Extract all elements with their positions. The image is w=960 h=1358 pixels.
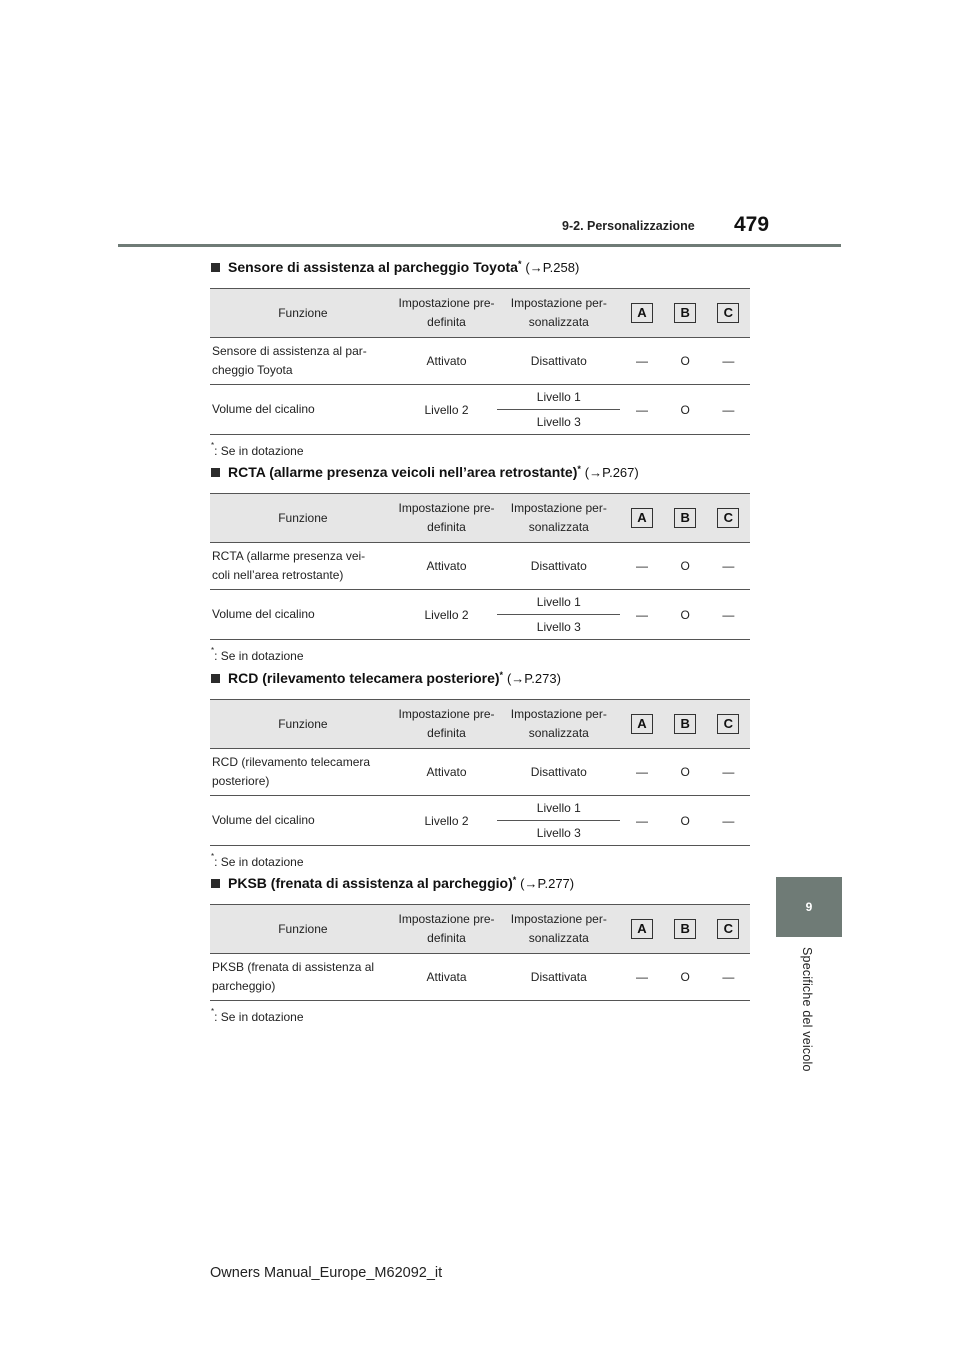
header-default-text: Impostazione pre- definita	[398, 296, 495, 329]
section-toyota-parking-sensor	[210, 256, 750, 458]
letter-c-icon: C	[717, 508, 739, 528]
footnote	[211, 854, 750, 869]
cell-b: O	[664, 543, 707, 590]
cell-a: —	[620, 385, 663, 435]
page-number: 479	[734, 213, 770, 236]
title-text: RCD (rilevamento telecamera posteriore)	[228, 670, 500, 686]
table-row	[210, 796, 750, 821]
header-b	[664, 905, 707, 954]
cell-default: Attivato	[396, 543, 498, 590]
header-function: Funzione	[210, 494, 396, 543]
footnote-star: *	[517, 259, 522, 269]
header-default-text: Impostazione pre- definita	[398, 501, 495, 534]
cell-custom: Livello 1	[497, 385, 620, 410]
header-a	[620, 494, 663, 543]
cell-c: —	[707, 543, 750, 590]
header-default-text: Impostazione pre- definita	[398, 707, 495, 740]
header-custom	[497, 289, 620, 338]
table-header-row	[210, 905, 750, 954]
header-custom	[497, 700, 620, 749]
footnote-mark: *	[211, 441, 215, 450]
footnote-text: : Se in dotazione	[214, 1010, 304, 1024]
cell-default: Livello 2	[396, 796, 498, 846]
cell-custom: Livello 1	[497, 590, 620, 615]
header-rule	[118, 244, 841, 247]
footnote	[211, 648, 750, 663]
header-c	[707, 905, 750, 954]
header-a	[620, 905, 663, 954]
letter-a-icon: A	[631, 303, 653, 323]
cell-custom: Livello 3	[497, 410, 620, 435]
chapter-tab: 9	[776, 877, 842, 937]
header-default	[396, 700, 498, 749]
letter-b-icon: B	[674, 714, 696, 734]
cell-b: O	[664, 954, 707, 1001]
section-title	[211, 461, 750, 483]
header-default	[396, 905, 498, 954]
settings-table	[210, 288, 750, 435]
header-default	[396, 494, 498, 543]
settings-table	[210, 904, 750, 1001]
table-row	[210, 590, 750, 615]
header-b	[664, 289, 707, 338]
cell-a: —	[620, 954, 663, 1001]
table-row	[210, 385, 750, 410]
table-header-row	[210, 494, 750, 543]
header-function: Funzione	[210, 289, 396, 338]
page-ref: (→P.258)	[525, 259, 580, 275]
cell-custom: Livello 1	[497, 796, 620, 821]
cell-a: —	[620, 796, 663, 846]
cell-a: —	[620, 338, 663, 385]
letter-c-icon: C	[717, 714, 739, 734]
title-text: PKSB (frenata di assistenza al parcheggio)	[228, 875, 513, 891]
footnote-star: *	[512, 875, 517, 885]
cell-c: —	[707, 796, 750, 846]
footnote	[211, 1009, 750, 1024]
section-title	[211, 667, 750, 689]
cell-a: —	[620, 590, 663, 640]
square-bullet-icon	[211, 674, 220, 683]
header-a	[620, 289, 663, 338]
letter-a-icon: A	[631, 919, 653, 939]
settings-table	[210, 493, 750, 640]
table-row	[210, 543, 750, 590]
header-b	[664, 700, 707, 749]
letter-c-icon: C	[717, 919, 739, 939]
table-header-row	[210, 700, 750, 749]
cell-function: RCTA (allarme presenza vei- coli nell’area retrostante)	[210, 543, 396, 590]
letter-b-icon: B	[674, 508, 696, 528]
chapter-label: Specifiche del veicolo	[800, 947, 814, 1072]
header-custom-text: Impostazione per- sonalizzata	[510, 707, 607, 740]
cell-a: —	[620, 749, 663, 796]
cell-default: Attivata	[396, 954, 498, 1001]
header-function: Funzione	[210, 905, 396, 954]
footnote-mark: *	[211, 646, 215, 655]
page-ref: (→P.267)	[584, 464, 639, 480]
letter-a-icon: A	[631, 508, 653, 528]
header-a	[620, 700, 663, 749]
cell-function: RCD (rilevamento telecamera posteriore)	[210, 749, 396, 796]
footnote-text: : Se in dotazione	[214, 444, 304, 458]
cell-custom: Livello 3	[497, 821, 620, 846]
cell-custom: Disattivato	[497, 749, 620, 796]
cell-b: O	[664, 749, 707, 796]
footnote-mark: *	[211, 852, 215, 861]
header-b	[664, 494, 707, 543]
cell-b: O	[664, 590, 707, 640]
cell-custom: Disattivato	[497, 338, 620, 385]
table-row	[210, 749, 750, 796]
footnote	[211, 443, 750, 458]
section-pksb	[210, 872, 750, 1024]
header-function: Funzione	[210, 700, 396, 749]
cell-b: O	[664, 796, 707, 846]
letter-a-icon: A	[631, 714, 653, 734]
square-bullet-icon	[211, 263, 220, 272]
header-custom	[497, 905, 620, 954]
header-default-text: Impostazione pre- definita	[398, 912, 495, 945]
cell-c: —	[707, 954, 750, 1001]
section-title	[211, 256, 750, 278]
cell-c: —	[707, 338, 750, 385]
cell-default: Livello 2	[396, 385, 498, 435]
header-c	[707, 289, 750, 338]
table-header-row	[210, 289, 750, 338]
page-ref: (→P.273)	[506, 670, 561, 686]
cell-function: Volume del cicalino	[210, 796, 396, 846]
cell-default: Attivato	[396, 338, 498, 385]
cell-c: —	[707, 749, 750, 796]
section-heading: 9-2. Personalizzazione	[562, 219, 695, 233]
square-bullet-icon	[211, 879, 220, 888]
table-row	[210, 954, 750, 1001]
section-rcta	[210, 461, 750, 663]
cell-function: Volume del cicalino	[210, 385, 396, 435]
cell-c: —	[707, 590, 750, 640]
section-title	[211, 872, 750, 894]
title-text: Sensore di assistenza al parcheggio Toyota	[228, 259, 518, 275]
footnote-text: : Se in dotazione	[214, 855, 304, 869]
letter-b-icon: B	[674, 303, 696, 323]
letter-b-icon: B	[674, 919, 696, 939]
cell-function: Sensore di assistenza al par- cheggio Toyota	[210, 338, 396, 385]
cell-default: Livello 2	[396, 590, 498, 640]
cell-function: Volume del cicalino	[210, 590, 396, 640]
footnote-star: *	[499, 670, 504, 680]
cell-default: Attivato	[396, 749, 498, 796]
cell-b: O	[664, 338, 707, 385]
cell-c: —	[707, 385, 750, 435]
header-custom	[497, 494, 620, 543]
table-row	[210, 338, 750, 385]
letter-c-icon: C	[717, 303, 739, 323]
cell-function: PKSB (frenata di assistenza al parcheggio)	[210, 954, 396, 1001]
cell-a: —	[620, 543, 663, 590]
footnote-star: *	[577, 464, 581, 474]
header-custom-text: Impostazione per- sonalizzata	[510, 296, 607, 329]
cell-custom: Livello 3	[497, 615, 620, 640]
cell-b: O	[664, 385, 707, 435]
header-custom-text: Impostazione per- sonalizzata	[510, 501, 607, 534]
footnote-text: : Se in dotazione	[214, 649, 304, 663]
footnote-mark: *	[211, 1007, 215, 1016]
title-text: RCTA (allarme presenza veicoli nell’area retrostante)	[228, 464, 578, 480]
header-custom-text: Impostazione per- sonalizzata	[510, 912, 607, 945]
page-ref: (→P.277)	[520, 875, 575, 891]
header-c	[707, 700, 750, 749]
document-footer: Owners Manual_Europe_M62092_it	[210, 1265, 443, 1281]
settings-table	[210, 699, 750, 846]
section-rcd	[210, 667, 750, 869]
header-default	[396, 289, 498, 338]
header-c	[707, 494, 750, 543]
cell-custom: Disattivata	[497, 954, 620, 1001]
cell-custom: Disattivato	[497, 543, 620, 590]
square-bullet-icon	[211, 468, 220, 477]
